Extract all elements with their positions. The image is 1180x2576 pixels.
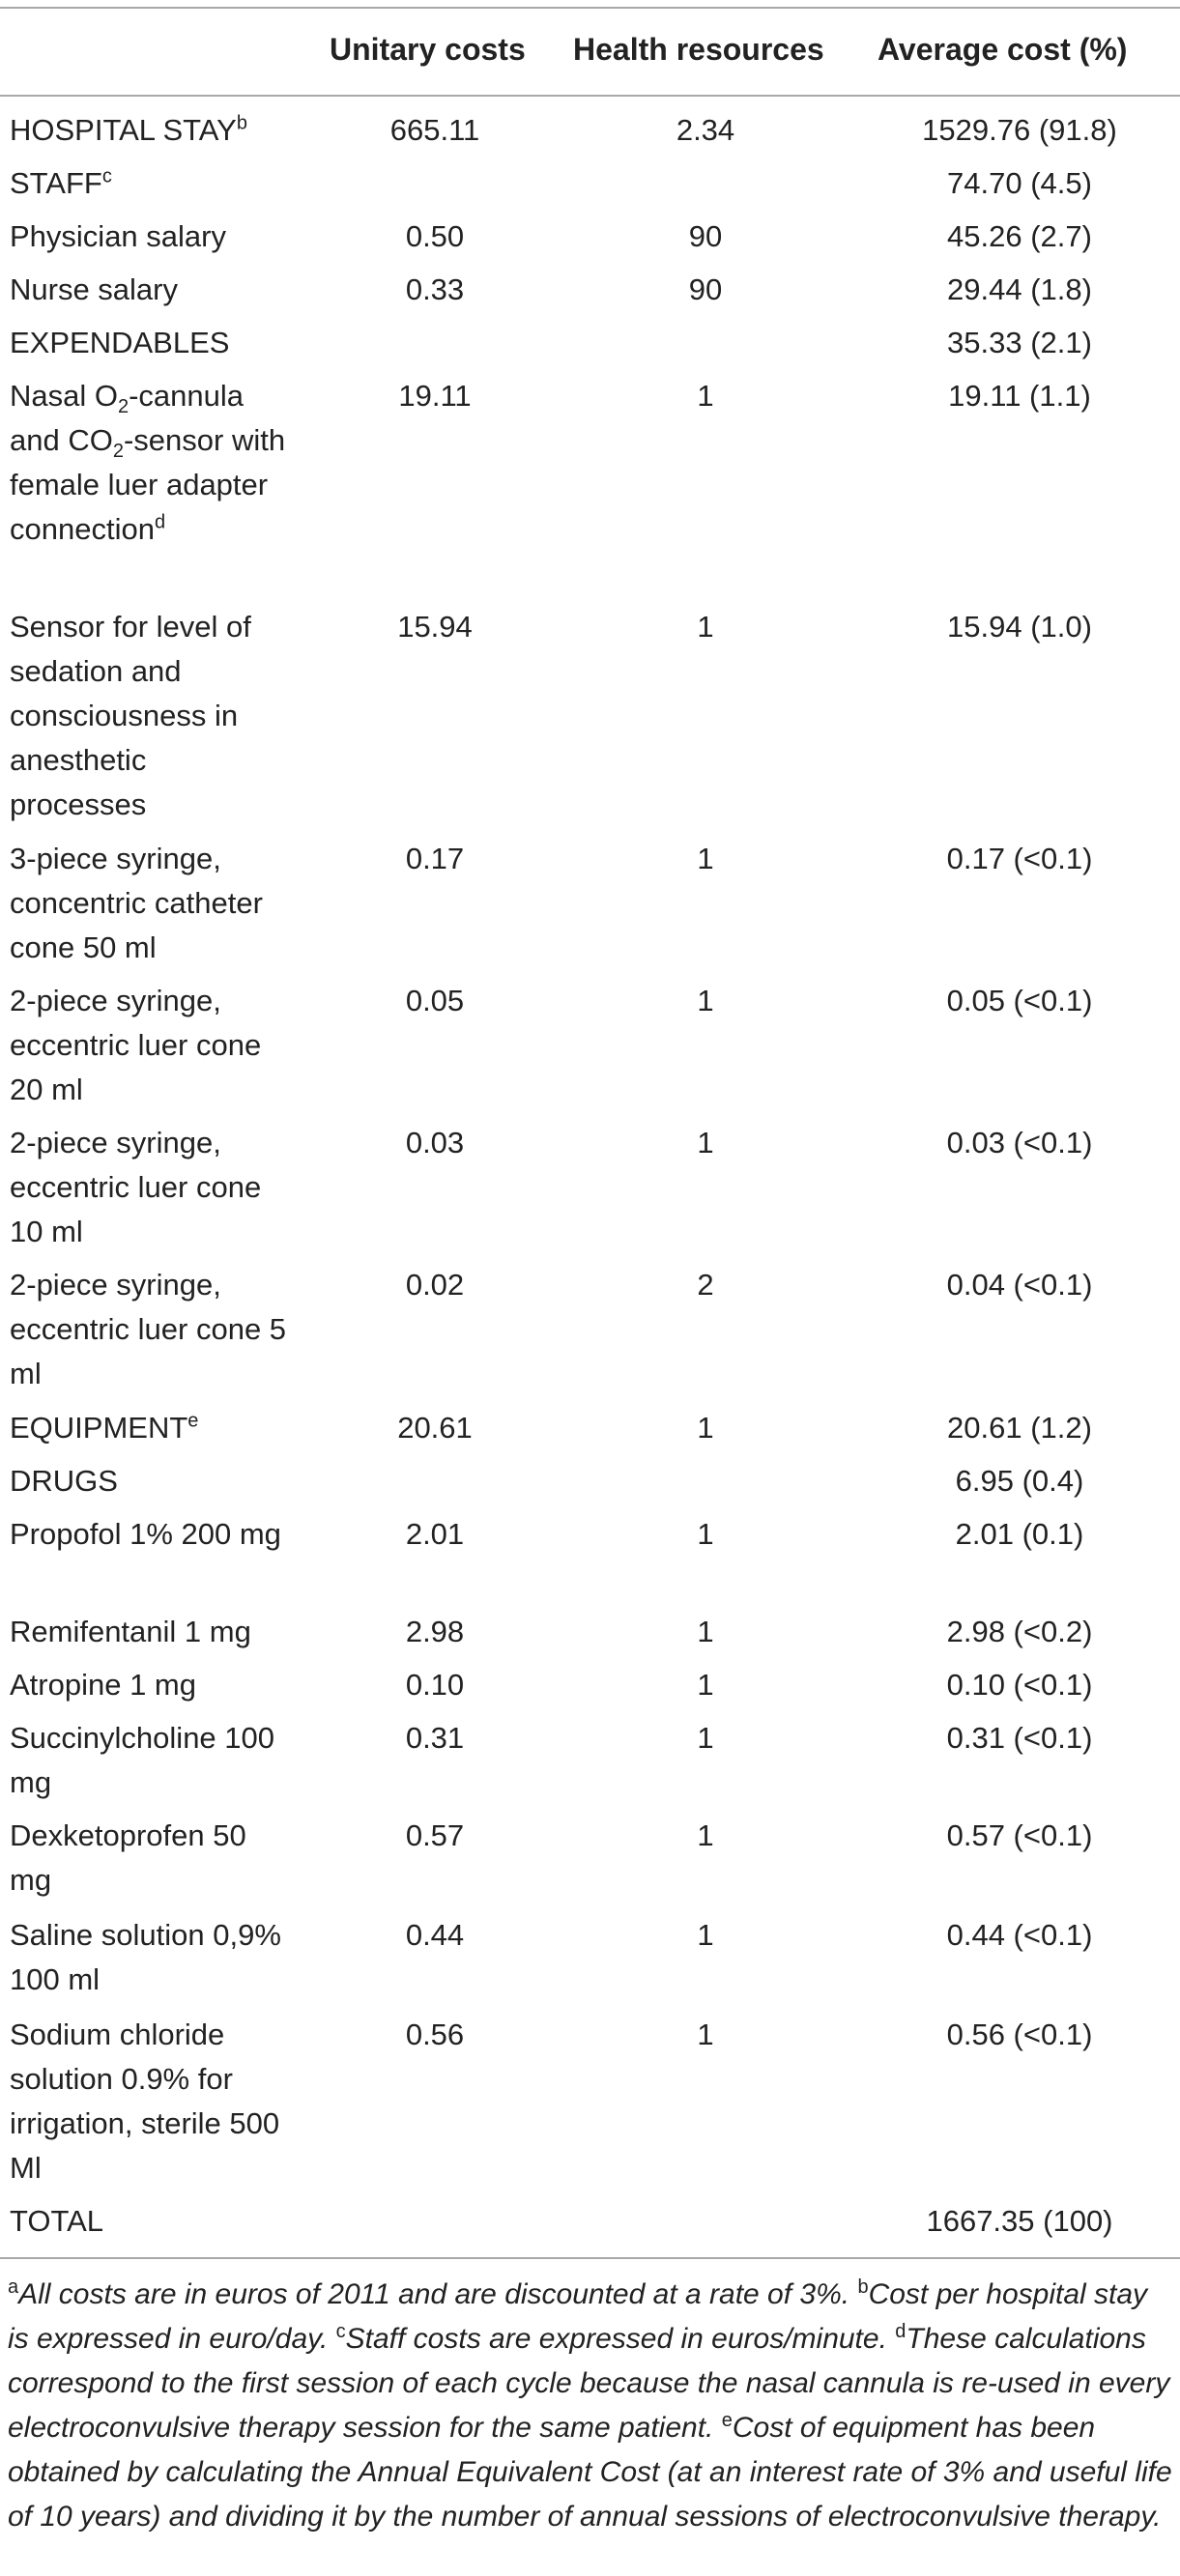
footnote-a: All costs are in euros of 2011 and are discounted at a rate of 3%. xyxy=(18,2278,850,2310)
average-cost: 1529.76 (91.8) xyxy=(922,113,1117,147)
table-top-rule xyxy=(0,7,1180,9)
row-item: 2-piece syringe, eccentric luer cone 20 ml xyxy=(10,984,262,1106)
average-cost: 2.01 (0.1) xyxy=(955,1517,1084,1551)
row-item: Saline solution 0,9% 100 ml xyxy=(10,1918,281,1996)
unitary-cost: 19.11 xyxy=(398,379,472,413)
footnote-mark-b: b xyxy=(857,2276,869,2298)
health-resources: 2.34 xyxy=(676,113,735,147)
row-item: Atropine 1 mg xyxy=(10,1668,196,1702)
health-resources: 1 xyxy=(697,379,714,413)
health-resources: 1 xyxy=(697,2018,714,2051)
average-cost: 1667.35 (100) xyxy=(926,2204,1113,2238)
health-resources: 1 xyxy=(697,1126,714,1159)
row-item: 3-piece syringe, concentric catheter cone 50 ml xyxy=(10,842,263,964)
average-cost: 0.03 (<0.1) xyxy=(946,1126,1093,1159)
unitary-cost: 0.31 xyxy=(405,1721,465,1755)
average-cost: 0.10 (<0.1) xyxy=(946,1668,1093,1702)
row-item: Propofol 1% 200 mg xyxy=(10,1517,281,1551)
health-resources: 1 xyxy=(697,984,714,1017)
footnote-e: Cost of equipment has been obtained by calculating the Annual Equivalent Cost (at an interest rate of 3% and useful life of 10 years) and dividing it by the number of annual sessions of electroconvulsive therapy. xyxy=(8,2412,1172,2533)
item-text: -sensor with female luer adapter connection xyxy=(10,423,286,546)
row-item xyxy=(10,1406,290,1450)
row-item: Physician salary xyxy=(10,219,226,253)
health-resources: 1 xyxy=(697,842,714,875)
average-cost: 0.56 (<0.1) xyxy=(946,2018,1093,2051)
item-text: Nasal O xyxy=(10,379,118,413)
row-item: Nurse salary xyxy=(10,272,178,306)
item-text: STAFF xyxy=(10,166,102,200)
unitary-cost: 0.10 xyxy=(405,1668,465,1702)
footnote-mark: b xyxy=(236,112,247,134)
row-item: 2-piece syringe, eccentric luer cone 10 ml xyxy=(10,1126,262,1248)
unitary-cost: 0.03 xyxy=(405,1126,465,1159)
health-resources: 1 xyxy=(697,1721,714,1755)
table-bottom-rule xyxy=(0,2257,1180,2259)
header-unitary-costs: Unitary costs xyxy=(330,32,526,67)
unitary-cost: 0.50 xyxy=(405,219,465,253)
average-cost: 20.61 (1.2) xyxy=(947,1411,1092,1445)
average-cost: 45.26 (2.7) xyxy=(947,219,1092,253)
health-resources: 1 xyxy=(697,1818,714,1852)
footnote-d: These calculations correspond to the first session of each cycle because the nasal cannula is re-used in every electroconvulsive therapy session for the same patient. xyxy=(8,2323,1170,2444)
average-cost: 0.04 (<0.1) xyxy=(946,1268,1093,1302)
footnote-mark-c: c xyxy=(335,2321,346,2342)
unitary-cost: 2.98 xyxy=(405,1615,465,1648)
footnote-mark-e: e xyxy=(721,2410,733,2431)
health-resources: 1 xyxy=(697,1668,714,1702)
item-text: -cannula and CO xyxy=(10,379,245,457)
unitary-cost: 2.01 xyxy=(405,1517,465,1551)
footnote-mark: c xyxy=(101,165,112,187)
row-item xyxy=(10,161,290,206)
footnote-mark: d xyxy=(154,511,166,533)
header-rule xyxy=(0,95,1180,97)
row-item: DRUGS xyxy=(10,1464,118,1498)
health-resources: 90 xyxy=(688,272,723,306)
item-text: EQUIPMENT xyxy=(10,1411,188,1445)
row-item xyxy=(10,374,290,552)
health-resources: 1 xyxy=(697,1918,714,1952)
footnote-mark-a: a xyxy=(8,2276,19,2298)
unitary-cost: 15.94 xyxy=(397,610,473,644)
footnote-mark-d: d xyxy=(895,2321,907,2342)
average-cost: 6.95 (0.4) xyxy=(955,1464,1084,1498)
row-item xyxy=(10,108,290,153)
row-item: TOTAL xyxy=(10,2204,104,2238)
health-resources: 2 xyxy=(697,1268,714,1302)
unitary-cost: 0.57 xyxy=(405,1818,465,1852)
row-item: Succinylcholine 100 mg xyxy=(10,1721,275,1799)
row-item: Sensor for level of sedation and consciousness in anesthetic processes xyxy=(10,610,251,821)
subscript: 2 xyxy=(117,396,130,418)
average-cost: 0.57 (<0.1) xyxy=(946,1818,1093,1852)
unitary-cost: 0.05 xyxy=(405,984,465,1017)
unitary-cost: 665.11 xyxy=(389,113,480,147)
row-item: Remifentanil 1 mg xyxy=(10,1615,251,1648)
health-resources: 1 xyxy=(697,1411,714,1445)
header-health-resources: Health resources xyxy=(573,32,824,67)
average-cost: 74.70 (4.5) xyxy=(947,166,1092,200)
average-cost: 0.17 (<0.1) xyxy=(946,842,1093,875)
health-resources: 1 xyxy=(697,610,714,644)
average-cost: 0.44 (<0.1) xyxy=(946,1918,1093,1952)
average-cost: 0.05 (<0.1) xyxy=(946,984,1093,1017)
unitary-cost: 0.33 xyxy=(405,272,465,306)
average-cost: 29.44 (1.8) xyxy=(947,272,1092,306)
table-footnotes xyxy=(8,2273,1172,2539)
row-item: Dexketoprofen 50 mg xyxy=(10,1818,246,1897)
average-cost: 2.98 (<0.2) xyxy=(946,1615,1093,1648)
footnote-mark: e xyxy=(187,1410,199,1432)
item-text: HOSPITAL STAY xyxy=(10,113,237,147)
average-cost: 19.11 (1.1) xyxy=(948,379,1091,413)
health-resources: 90 xyxy=(688,219,723,253)
unitary-cost: 0.02 xyxy=(405,1268,465,1302)
row-item: Sodium chloride solution 0.9% for irrigation, sterile 500 Ml xyxy=(10,2018,280,2185)
average-cost: 15.94 (1.0) xyxy=(947,610,1092,644)
header-average-cost: Average cost (%) xyxy=(878,32,1128,67)
subscript: 2 xyxy=(112,441,124,463)
unitary-cost: 0.56 xyxy=(405,2018,465,2051)
row-item: EXPENDABLES xyxy=(10,326,230,359)
unitary-cost: 0.17 xyxy=(405,842,465,875)
unitary-cost: 0.44 xyxy=(405,1918,465,1952)
footnote-b: Cost per hospital stay is expressed in euro/day. xyxy=(8,2278,1148,2355)
health-resources: 1 xyxy=(697,1517,714,1551)
footnote-c: Staff costs are expressed in euros/minute. xyxy=(345,2323,887,2355)
unitary-cost: 20.61 xyxy=(397,1411,473,1445)
average-cost: 35.33 (2.1) xyxy=(947,326,1092,359)
row-item: 2-piece syringe, eccentric luer cone 5 ml xyxy=(10,1268,287,1390)
health-resources: 1 xyxy=(697,1615,714,1648)
average-cost: 0.31 (<0.1) xyxy=(946,1721,1093,1755)
